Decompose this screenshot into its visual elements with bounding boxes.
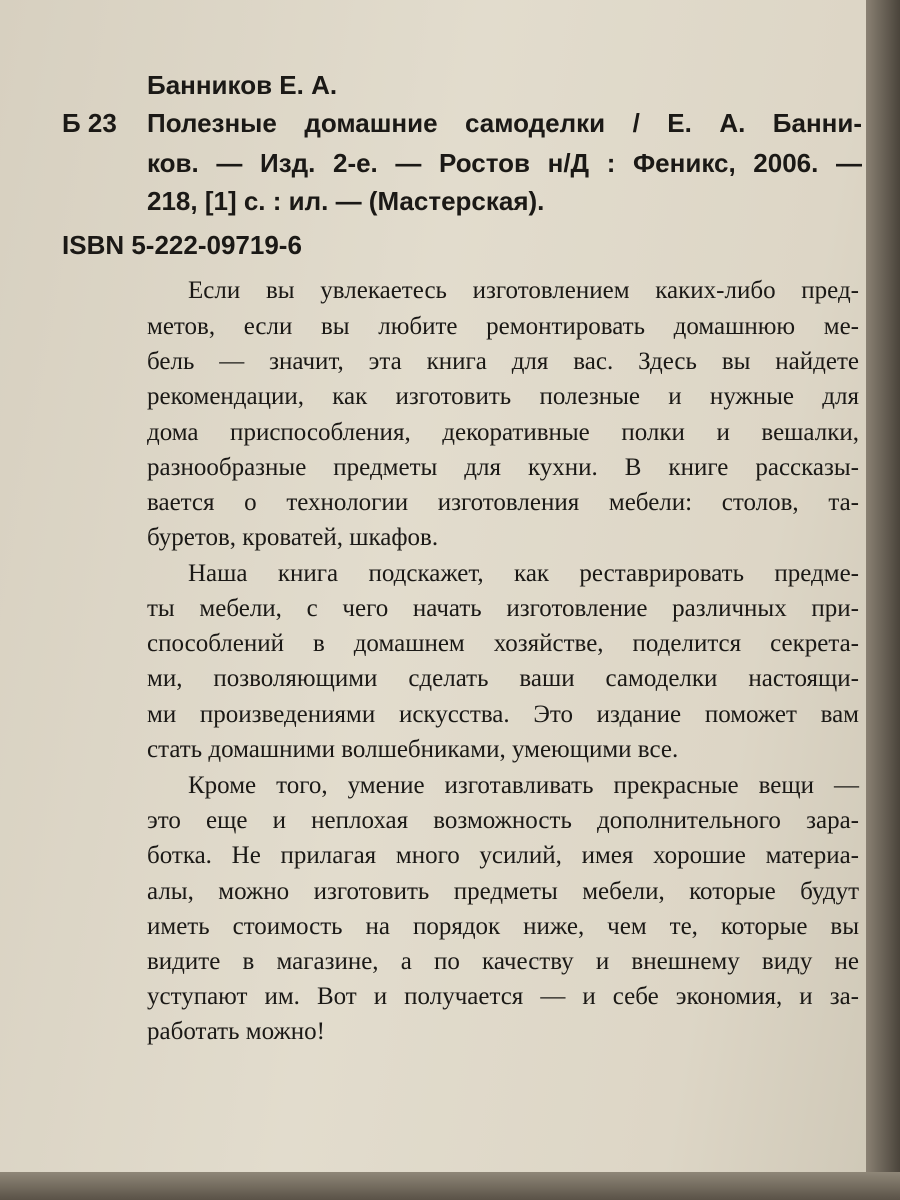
- bibliographic-line: ков. — Изд. 2-е. — Ростов н/Д : Феникс, 2006. —: [147, 148, 862, 178]
- annotation-line: стать домашними волшебниками, умеющими все.: [147, 736, 679, 763]
- catalog-code: Б 23: [62, 108, 117, 138]
- annotation-line: Если вы увлекаетесь изготовлением каких-либо пред-: [188, 277, 859, 304]
- annotation-line: алы, можно изготовить предметы мебели, которые будут: [147, 878, 859, 905]
- annotation-line: уступают им. Вот и получается — и себе экономия, и за-: [147, 983, 859, 1010]
- bibliographic-line: Полезные домашние самоделки / Е. А. Банни-: [147, 108, 862, 138]
- annotation-line: это еще и неплохая возможность дополнительного зара-: [147, 807, 859, 834]
- annotation-line: видите в магазине, а по качеству и внешнему виду не: [147, 948, 859, 975]
- annotation-line: буретов, кроватей, шкафов.: [147, 524, 439, 551]
- annotation-line: разнообразные предметы для кухни. В книге рассказы-: [147, 454, 859, 481]
- annotation-line: ми произведениями искусства. Это издание поможет вам: [147, 701, 859, 728]
- annotation-line: способлений в домашнем хозяйстве, поделится секрета-: [147, 630, 859, 657]
- bibliographic-line: 218, [1] с. : ил. — (Мастерская).: [147, 186, 545, 216]
- isbn-top: ISBN 5-222-09719-6: [62, 230, 302, 260]
- annotation-line: Наша книга подскажет, как реставрировать предме-: [188, 560, 859, 587]
- page-edge-shadow: [866, 0, 900, 1200]
- annotation-line: метов, если вы любите ремонтировать домашнюю ме-: [147, 313, 859, 340]
- annotation-line: работать можно!: [147, 1018, 325, 1045]
- annotation-line: Кроме того, умение изготавливать прекрасные вещи —: [188, 772, 859, 799]
- page-bottom-shadow: [0, 1172, 900, 1200]
- author-heading: Банников Е. А.: [147, 70, 338, 100]
- annotation-line: вается о технологии изготовления мебели: столов, та-: [147, 489, 859, 516]
- annotation-line: рекомендации, как изготовить полезные и нужные для: [147, 383, 859, 410]
- annotation-line: иметь стоимость на порядок ниже, чем те, которые вы: [147, 913, 859, 940]
- annotation-line: бель — значит, эта книга для вас. Здесь вы найдете: [147, 348, 859, 375]
- annotation-line: дома приспособления, декоративные полки и вешалки,: [147, 419, 859, 446]
- annotation-line: ми, позволяющими сделать ваши самоделки настоящи-: [147, 665, 859, 692]
- annotation-line: ботка. Не прилагая много усилий, имея хорошие материа-: [147, 842, 859, 869]
- annotation-line: ты мебели, с чего начать изготовление различных при-: [147, 595, 859, 622]
